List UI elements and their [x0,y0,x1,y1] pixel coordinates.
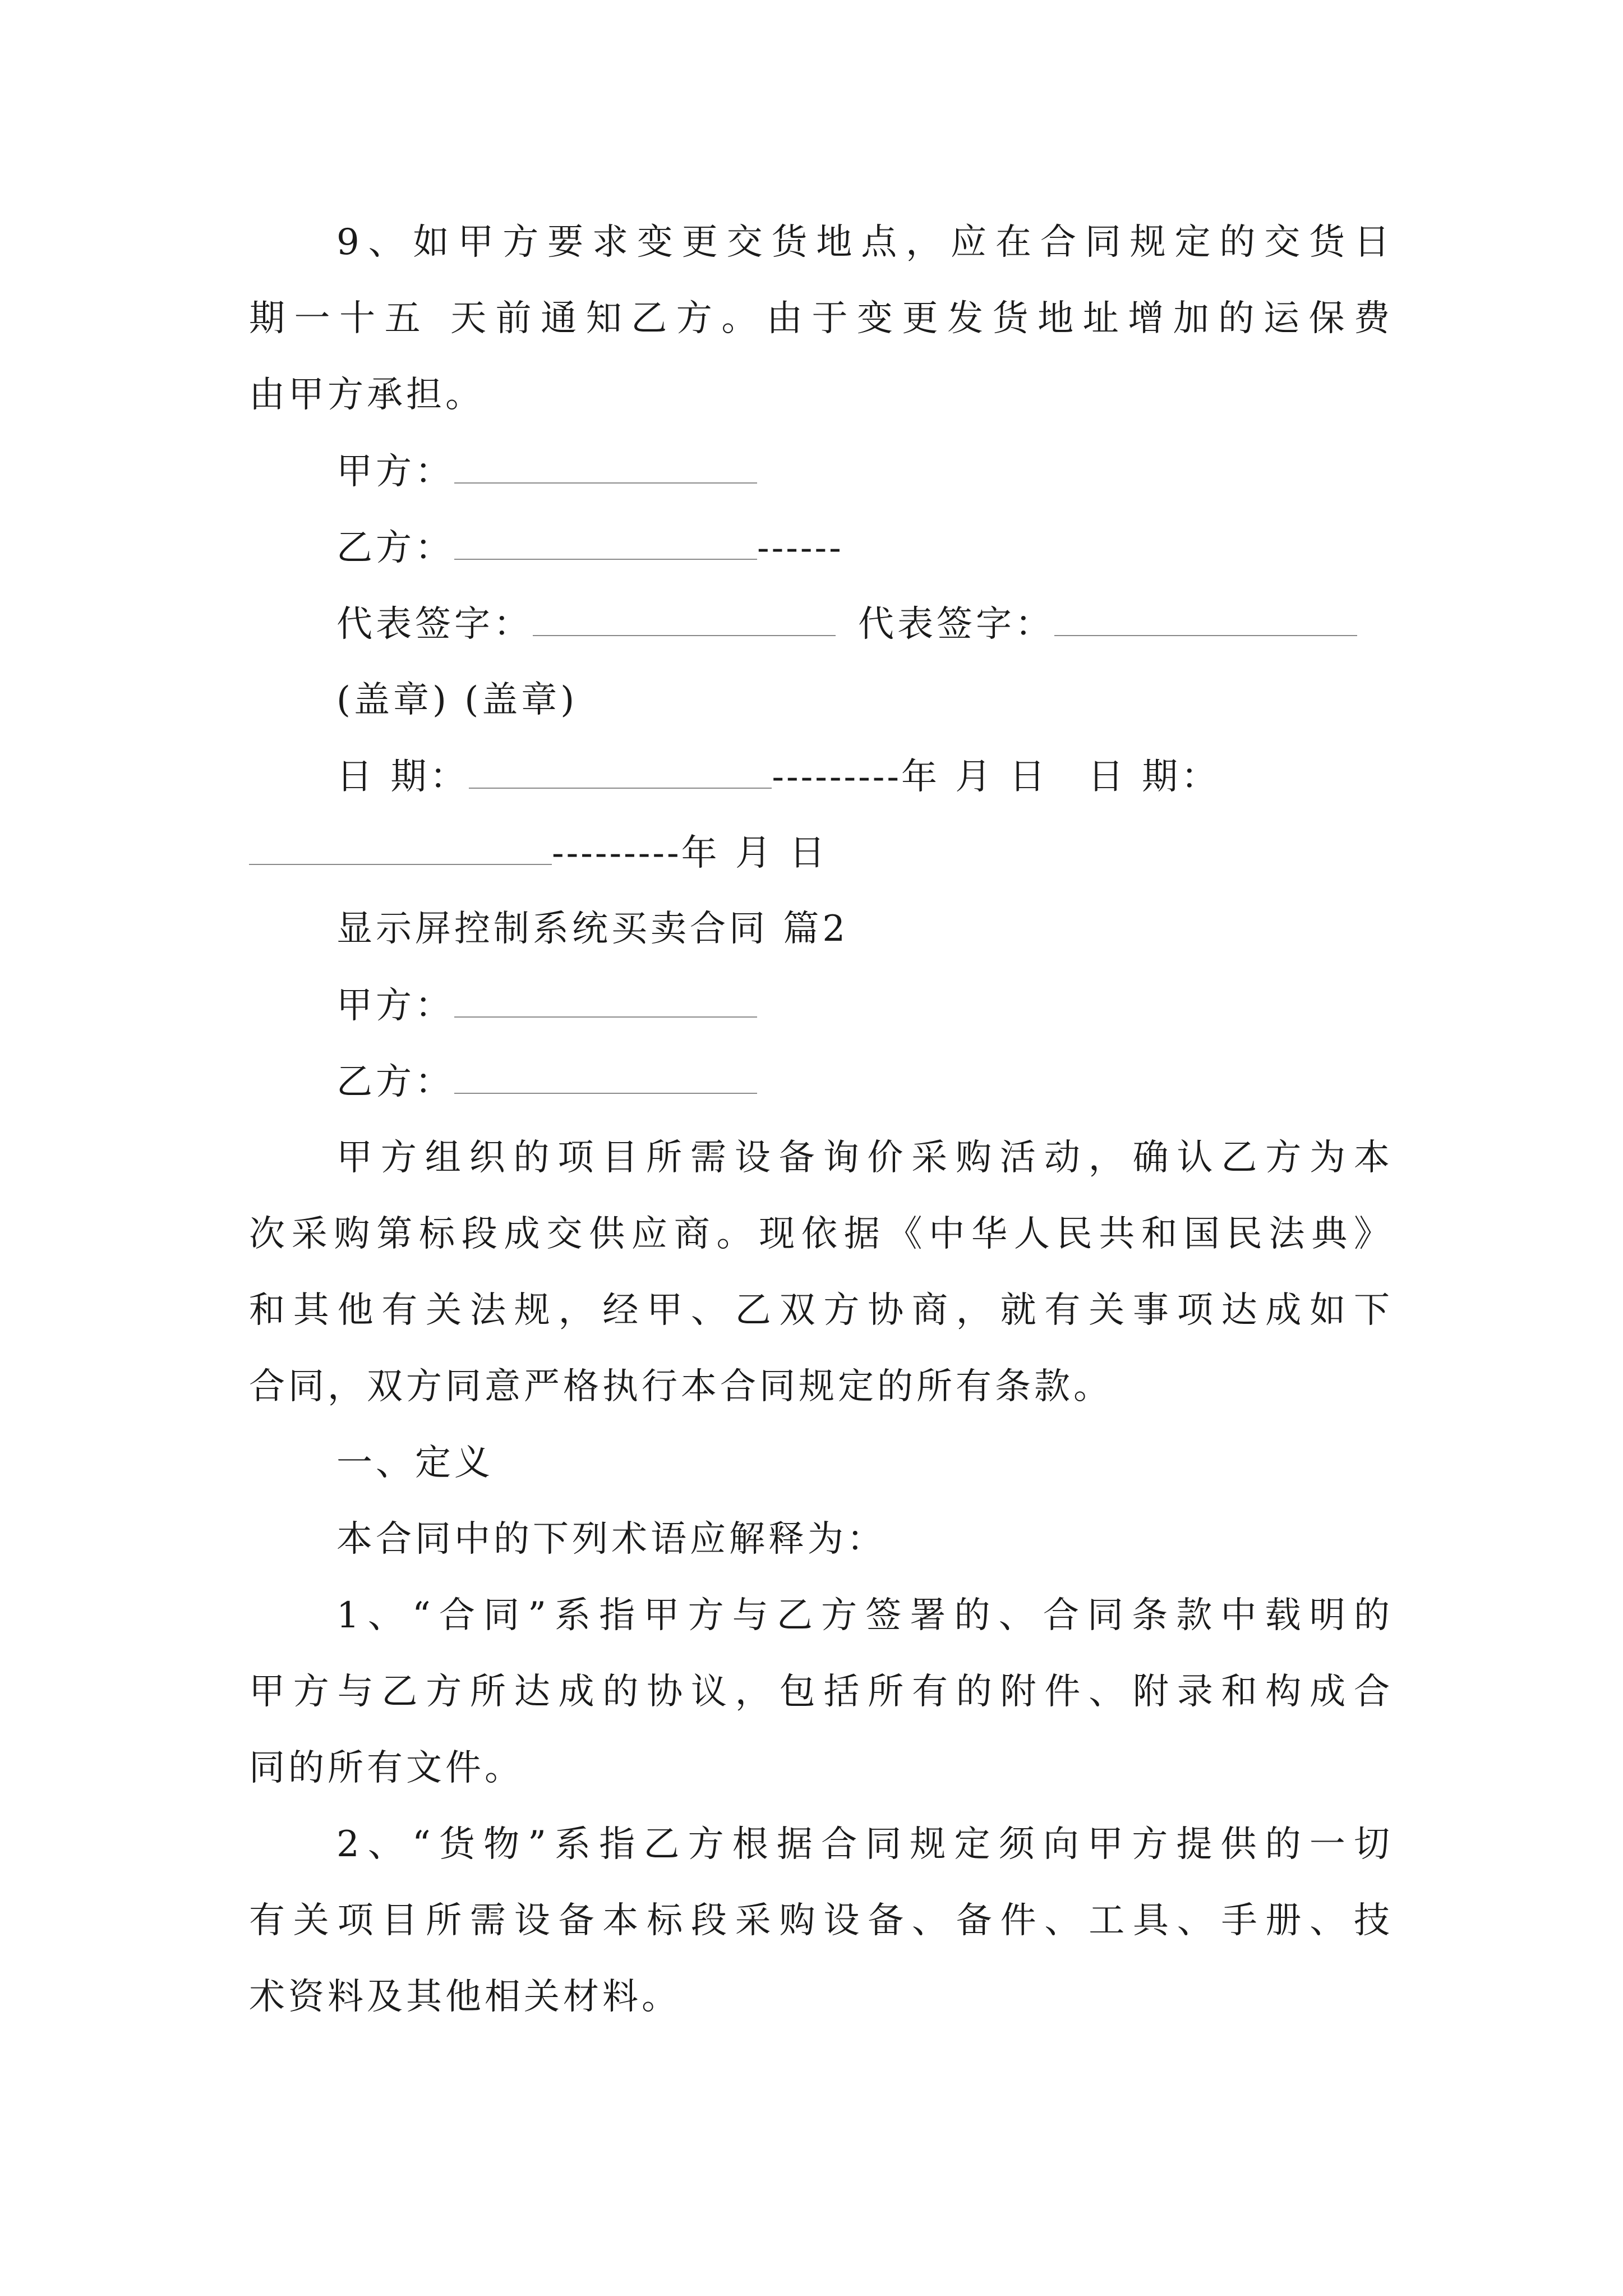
definition-2-line-2: 有关项目所需设备本标段采购设备、备件、工具、手册、技 [249,1900,1393,1941]
clause-9-line-1: 9、如甲方要求变更交货地点，应在合同规定的交货日 [336,222,1393,263]
date-blank-a [469,754,772,789]
date-label-a: 日 期： [336,756,469,798]
seal-line: (盖章) (盖章) [336,679,578,721]
rep-sign-label-b: 代表签字： [858,604,1054,645]
section-2-title: 显示屏控制系统买卖合同 篇2 [336,908,849,950]
section-2-party-b-label: 乙方： [336,1061,454,1103]
date-blank-b [249,830,552,865]
definition-1-line-3: 同的所有文件。 [249,1747,524,1789]
intro-line-4: 合同，双方同意严格执行本合同规定的所有条款。 [249,1366,1113,1407]
clause-9-line-2: 期一十五 天前通知乙方。由于变更发货地址增加的运保费 [249,298,1393,339]
rep-sign-blank-a [533,601,836,636]
intro-line-3: 和其他有关法规，经甲、乙双方协商，就有关事项达成如下 [249,1290,1393,1331]
definition-2-line-1: 2、“货物”系指乙方根据合同规定须向甲方提供的一切 [336,1824,1393,1865]
definition-2-line-3: 术资料及其他相关材料。 [249,1976,681,2018]
date-line-1 [336,754,1393,799]
party-b-dashes: ------ [757,527,843,569]
section-2-party-a-label: 甲方： [336,985,454,1027]
party-a-blank [454,449,757,484]
intro-line-2: 次采购第标段成交供应商。现依据《中华人民共和国民法典》 [249,1213,1393,1255]
party-b-label: 乙方： [336,527,454,569]
section-2-party-b-blank [454,1059,757,1094]
section-2-party-b [336,1059,1393,1105]
date-ymd-b: 年 月 日 [681,832,829,874]
date-ymd-a: 年 月 日 [901,756,1049,798]
party-a-label: 甲方： [336,451,454,493]
date-line-2 [249,830,1393,876]
rep-sign-label-a: 代表签字： [336,604,533,645]
section-2-party-a-blank [454,983,757,1018]
representative-signatures [336,601,1393,647]
definition-1-line-1: 1、“合同”系指甲方与乙方签署的、合同条款中载明的 [336,1595,1393,1636]
date-dashes-a: --------- [772,756,901,798]
section-2-party-a [336,983,1393,1028]
definitions-heading: 一、定义 [336,1442,494,1484]
date-dashes-b: --------- [552,832,681,874]
date-label-b: 日 期： [1087,756,1220,798]
definitions-intro: 本合同中的下列术语应解释为： [336,1519,886,1560]
signature-party-a [336,449,1393,494]
rep-sign-blank-b [1054,601,1357,636]
signature-party-b [336,525,1393,570]
party-b-blank [454,525,757,560]
definition-1-line-2: 甲方与乙方所达成的协议，包括所有的附件、附录和构成合 [249,1671,1393,1713]
intro-line-1: 甲方组织的项目所需设备询价采购活动，确认乙方为本 [336,1137,1393,1179]
clause-9-line-3: 由甲方承担。 [249,374,485,416]
